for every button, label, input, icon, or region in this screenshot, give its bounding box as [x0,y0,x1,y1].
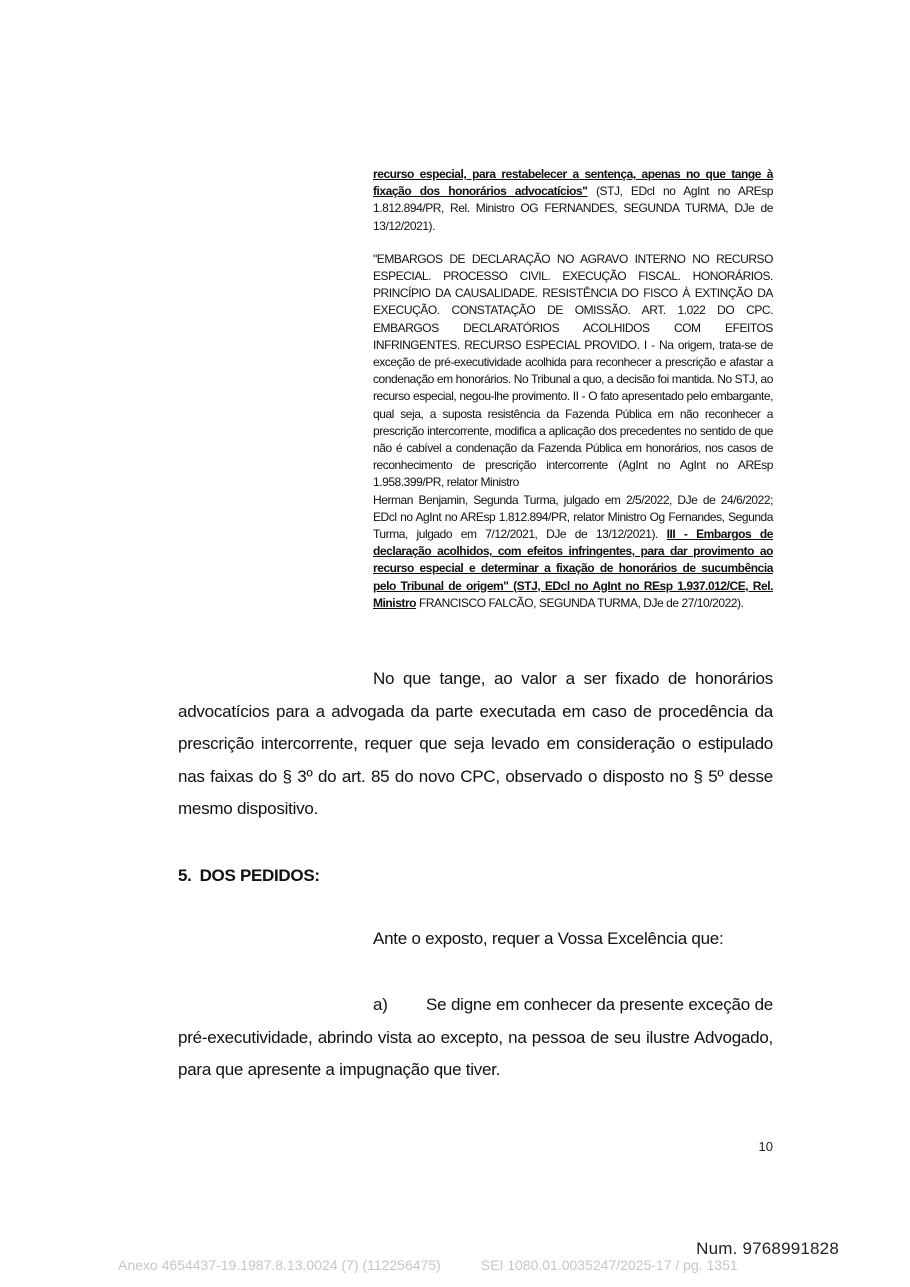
quote-paragraph-1 [373,166,773,235]
document-number: Num. 9768991828 [696,1239,839,1258]
quote-bold-excerpt-1: recurso especial, para restabelecer a sentença, apenas no que tange à fixação dos honorários advocatícios" [373,167,773,199]
quote-bold-excerpt-2: III - Embargos de declaração acolhidos, com efeitos infringentes, para dar provimento ao recurso especial e determinar a fixação de honorários de sucumbência pelo Tribunal de origem" (STJ, EDcl no AgInt no REsp 1.937.012/CE, Rel. Ministro [373,527,773,610]
quote-paragraph-2 [373,251,773,492]
fees-paragraph: No que tange, ao valor a ser fixado de honorários advocatícios para a advogada da parte executada em caso de procedência da prescrição intercorrente, requer que seja levado em consideração o estipulado nas faixas do § 3º do art. 85 do novo CPC, observado o disposto no § 5º desse mesmo dispositivo. [178,669,773,819]
quote-citation-1: (STJ, EDcl no AgInt no AREsp 1.812.894/PR, Rel. Ministro OG FERNANDES, SEGUNDA TURMA, DJe de 13/12/2021). [373,184,773,233]
section-number: 5. [178,866,192,885]
section-title: DOS PEDIDOS: [199,866,320,885]
request-item-a-text: Se digne em conhecer da presente exceção de pré-executividade, abrindo vista ao excepto, na pessoa de seu ilustre Advogado, para que apresente a impugnação que tiver. [178,995,773,1080]
quote-citation-2: FRANCISCO FALCÃO, SEGUNDA TURMA, DJe de 27/10/2022). [416,595,744,610]
footer-annex: Anexo 4654437-19.1987.8.13.0024 (7) (112256475) [118,1257,441,1273]
request-item-a [178,989,773,1087]
section-heading [178,866,328,886]
request-item-a-label: a) [373,995,388,1014]
page-number: 10 [758,1139,773,1154]
footer-sei: SEI 1080.01.0035247/2025-17 / pg. 1351 [480,1257,738,1273]
requests-intro: Ante o exposto, requer a Vossa Excelência que: [373,929,724,948]
jurisprudence-quote-block [373,166,773,612]
footer-stamp [118,1257,798,1273]
quote-ementa-text: "EMBARGOS DE DECLARAÇÃO NO AGRAVO INTERNO NO RECURSO ESPECIAL. PROCESSO CIVIL. EXECUÇÃO FISCAL. HONORÁRIOS. PRINCÍPIO DA CAUSALIDADE. RESISTÊNCIA DO FISCO À EXTINÇÃO DA EXECUÇÃO. CONSTATAÇÃO DE OMISSÃO. ART. 1.022 DO CPC. EMBARGOS DECLARATÓRIOS ACOLHIDOS COM EFEITOS INFRINGENTES. RECURSO ESPECIAL PROVIDO. I - Na origem, trata-se de exceção de pré-executividade acolhida para reconhecer a prescrição e afastar a condenação em honorários. No Tribunal a quo, a decisão foi mantida. No STJ, ao recurso especial, negou-lhe provimento. II - O fato apresentado pelo embargante, qual seja, a suposta resistência da Fazenda Pública em não reconhecer a prescrição intercorrente, modifica a aplicação dos precedentes no sentido de que não é cabível a condenação da Fazenda Pública em honorários, nos casos de reconhecimento de prescrição intercorrente (AgInt no AgInt no AREsp 1.958.399/PR, relator Ministro [373,251,773,490]
quote-ementa-continuation: Herman Benjamin, Segunda Turma, julgado em 2/5/2022, DJe de 24/6/2022; EDcl no AgInt no AREsp 1.812.894/PR, relator Ministro Og Fernandes, Segunda Turma, julgado em 7/12/2021, DJe de 13/12/2021). [373,492,773,542]
quote-paragraph-3 [373,492,773,612]
